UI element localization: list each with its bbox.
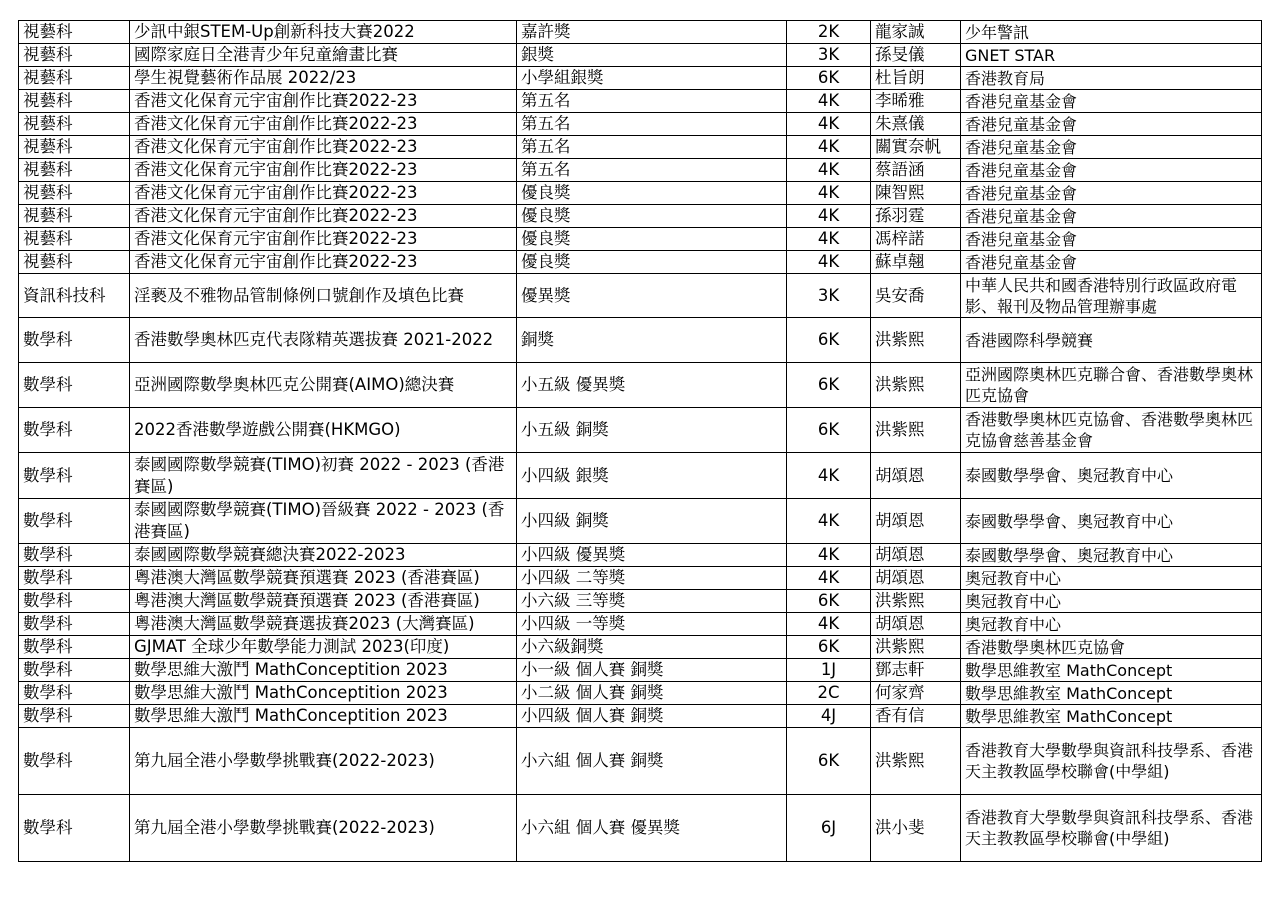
competition-cell: 粵港澳大灣區數學競賽預選賽 2023 (香港賽區) [130, 590, 517, 613]
competition-cell: 2022香港數學遊戲公開賽(HKMGO) [130, 408, 517, 453]
award-cell: 小一級 個人賽 銅獎 [517, 659, 787, 682]
award-cell: 小五級 銅獎 [517, 408, 787, 453]
subject-cell: 視藝科 [19, 205, 130, 228]
class-cell: 2C [787, 682, 871, 705]
competition-cell: 泰國國際數學競賽總決賽2022-2023 [130, 544, 517, 567]
table-row [19, 408, 1262, 453]
student-name-cell: 鄧志軒 [871, 659, 961, 682]
student-name-cell: 胡頌恩 [871, 544, 961, 567]
class-cell: 4K [787, 159, 871, 182]
award-cell: 小六級銅獎 [517, 636, 787, 659]
subject-cell: 視藝科 [19, 182, 130, 205]
table-row [19, 659, 1262, 682]
subject-cell: 數學科 [19, 453, 130, 499]
award-cell: 優良獎 [517, 228, 787, 251]
award-cell: 銅獎 [517, 318, 787, 363]
organizer-cell: 香港兒童基金會 [961, 205, 1262, 228]
competition-cell: 數學思維大激鬥 MathConceptition 2023 [130, 659, 517, 682]
award-cell: 小六組 個人賽 優異獎 [517, 795, 787, 862]
competition-cell: 亞洲國際數學奧林匹克公開賽(AIMO)總決賽 [130, 363, 517, 408]
award-cell: 銀獎 [517, 44, 787, 67]
competition-cell: 第九屆全港小學數學挑戰賽(2022-2023) [130, 728, 517, 795]
student-name-cell: 何家齊 [871, 682, 961, 705]
class-cell: 6K [787, 728, 871, 795]
award-cell: 小四級 銅獎 [517, 499, 787, 544]
student-name-cell: 杜旨朗 [871, 67, 961, 90]
subject-cell: 視藝科 [19, 21, 130, 44]
table-row [19, 274, 1262, 318]
subject-cell: 數學科 [19, 499, 130, 544]
organizer-cell: 少年警訊 [961, 21, 1262, 44]
student-name-cell: 洪紫熙 [871, 590, 961, 613]
student-name-cell: 洪小斐 [871, 795, 961, 862]
organizer-cell: 數學思維教室 MathConcept [961, 682, 1262, 705]
award-cell: 小六級 三等獎 [517, 590, 787, 613]
organizer-cell: 中華人民共和國香港特別行政區政府電影、報刊及物品管理辦事處 [961, 274, 1262, 318]
competition-cell: 香港文化保育元宇宙創作比賽2022-23 [130, 228, 517, 251]
competition-cell: GJMAT 全球少年數學能力測試 2023(印度) [130, 636, 517, 659]
table-row [19, 136, 1262, 159]
class-cell: 4K [787, 453, 871, 499]
student-name-cell: 洪紫熙 [871, 318, 961, 363]
award-cell: 小五級 優異獎 [517, 363, 787, 408]
class-cell: 6J [787, 795, 871, 862]
organizer-cell: 亞洲國際奧林匹克聯合會、香港數學奧林匹克協會 [961, 363, 1262, 408]
student-name-cell: 孫旻儀 [871, 44, 961, 67]
subject-cell: 數學科 [19, 318, 130, 363]
organizer-cell: 奧冠教育中心 [961, 613, 1262, 636]
competition-cell: 少訊中銀STEM-Up創新科技大賽2022 [130, 21, 517, 44]
subject-cell: 視藝科 [19, 136, 130, 159]
subject-cell: 視藝科 [19, 113, 130, 136]
organizer-cell: 數學思維教室 MathConcept [961, 705, 1262, 728]
student-name-cell: 香有信 [871, 705, 961, 728]
table-row [19, 728, 1262, 795]
class-cell: 6K [787, 590, 871, 613]
competition-cell: 香港文化保育元宇宙創作比賽2022-23 [130, 113, 517, 136]
class-cell: 4K [787, 544, 871, 567]
student-name-cell: 吳安喬 [871, 274, 961, 318]
award-cell: 小四級 優異獎 [517, 544, 787, 567]
student-name-cell: 陳智熙 [871, 182, 961, 205]
class-cell: 4K [787, 613, 871, 636]
student-name-cell: 李晞雅 [871, 90, 961, 113]
organizer-cell: 香港數學奧林匹克協會 [961, 636, 1262, 659]
organizer-cell: 香港兒童基金會 [961, 90, 1262, 113]
organizer-cell: 香港兒童基金會 [961, 228, 1262, 251]
subject-cell: 數學科 [19, 408, 130, 453]
organizer-cell: 奧冠教育中心 [961, 590, 1262, 613]
award-cell: 嘉許獎 [517, 21, 787, 44]
subject-cell: 數學科 [19, 682, 130, 705]
table-row [19, 453, 1262, 499]
class-cell: 4K [787, 90, 871, 113]
student-name-cell: 龍家誠 [871, 21, 961, 44]
table-row [19, 182, 1262, 205]
competition-cell: 數學思維大激鬥 MathConceptition 2023 [130, 682, 517, 705]
subject-cell: 數學科 [19, 728, 130, 795]
class-cell: 4K [787, 567, 871, 590]
table-row [19, 21, 1262, 44]
subject-cell: 數學科 [19, 636, 130, 659]
class-cell: 1J [787, 659, 871, 682]
table-row [19, 363, 1262, 408]
table-row [19, 567, 1262, 590]
organizer-cell: 香港教育大學數學與資訊科技學系、香港天主教教區學校聯會(中學組) [961, 728, 1262, 795]
table-row [19, 44, 1262, 67]
table-row [19, 590, 1262, 613]
table-row [19, 205, 1262, 228]
organizer-cell: 香港兒童基金會 [961, 136, 1262, 159]
subject-cell: 數學科 [19, 590, 130, 613]
class-cell: 6K [787, 636, 871, 659]
organizer-cell: 數學思維教室 MathConcept [961, 659, 1262, 682]
subject-cell: 視藝科 [19, 67, 130, 90]
student-name-cell: 胡頌恩 [871, 613, 961, 636]
student-name-cell: 胡頌恩 [871, 453, 961, 499]
organizer-cell: 香港國際科學競賽 [961, 318, 1262, 363]
class-cell: 6K [787, 408, 871, 453]
table-row [19, 159, 1262, 182]
subject-cell: 數學科 [19, 544, 130, 567]
table-row [19, 636, 1262, 659]
student-name-cell: 關實奈帆 [871, 136, 961, 159]
award-cell: 第五名 [517, 159, 787, 182]
competition-cell: 粵港澳大灣區數學競賽預選賽 2023 (香港賽區) [130, 567, 517, 590]
class-cell: 4K [787, 228, 871, 251]
competition-cell: 香港文化保育元宇宙創作比賽2022-23 [130, 136, 517, 159]
table-row [19, 544, 1262, 567]
class-cell: 4K [787, 182, 871, 205]
subject-cell: 數學科 [19, 705, 130, 728]
award-cell: 優良獎 [517, 205, 787, 228]
organizer-cell: 香港兒童基金會 [961, 182, 1262, 205]
organizer-cell: 泰國數學學會、奧冠教育中心 [961, 499, 1262, 544]
award-cell: 優良獎 [517, 182, 787, 205]
table-row [19, 318, 1262, 363]
class-cell: 3K [787, 44, 871, 67]
student-name-cell: 蔡語涵 [871, 159, 961, 182]
class-cell: 4K [787, 205, 871, 228]
class-cell: 4J [787, 705, 871, 728]
class-cell: 6K [787, 67, 871, 90]
subject-cell: 數學科 [19, 795, 130, 862]
organizer-cell: 香港兒童基金會 [961, 113, 1262, 136]
competition-cell: 學生視覺藝術作品展 2022/23 [130, 67, 517, 90]
organizer-cell: 香港兒童基金會 [961, 251, 1262, 274]
class-cell: 2K [787, 21, 871, 44]
table-row [19, 499, 1262, 544]
subject-cell: 數學科 [19, 567, 130, 590]
competition-cell: 數學思維大激鬥 MathConceptition 2023 [130, 705, 517, 728]
class-cell: 4K [787, 499, 871, 544]
organizer-cell: 香港教育局 [961, 67, 1262, 90]
award-cell: 小四級 個人賽 銅獎 [517, 705, 787, 728]
competition-cell: 淫褻及不雅物品管制條例口號創作及填色比賽 [130, 274, 517, 318]
competition-cell: 香港文化保育元宇宙創作比賽2022-23 [130, 90, 517, 113]
subject-cell: 數學科 [19, 659, 130, 682]
table-row [19, 682, 1262, 705]
student-name-cell: 孫羽霆 [871, 205, 961, 228]
competition-cell: 第九屆全港小學數學挑戰賽(2022-2023) [130, 795, 517, 862]
award-cell: 第五名 [517, 113, 787, 136]
award-cell: 小二級 個人賽 銅獎 [517, 682, 787, 705]
award-cell: 優良獎 [517, 251, 787, 274]
subject-cell: 數學科 [19, 363, 130, 408]
student-name-cell: 洪紫熙 [871, 408, 961, 453]
student-name-cell: 馮梓諾 [871, 228, 961, 251]
student-name-cell: 蘇卓翹 [871, 251, 961, 274]
organizer-cell: GNET STAR [961, 44, 1262, 67]
organizer-cell: 泰國數學學會、奧冠教育中心 [961, 544, 1262, 567]
award-cell: 小四級 銀獎 [517, 453, 787, 499]
subject-cell: 資訊科技科 [19, 274, 130, 318]
awards-table-body [19, 21, 1262, 862]
student-name-cell: 胡頌恩 [871, 567, 961, 590]
subject-cell: 數學科 [19, 613, 130, 636]
subject-cell: 視藝科 [19, 44, 130, 67]
class-cell: 6K [787, 363, 871, 408]
subject-cell: 視藝科 [19, 159, 130, 182]
competition-cell: 泰國國際數學競賽(TIMO)初賽 2022 - 2023 (香港賽區) [130, 453, 517, 499]
award-cell: 第五名 [517, 136, 787, 159]
organizer-cell: 香港教育大學數學與資訊科技學系、香港天主教教區學校聯會(中學組) [961, 795, 1262, 862]
awards-table [18, 20, 1262, 862]
table-row [19, 251, 1262, 274]
subject-cell: 視藝科 [19, 251, 130, 274]
table-row [19, 90, 1262, 113]
subject-cell: 視藝科 [19, 228, 130, 251]
award-cell: 小學組銀獎 [517, 67, 787, 90]
student-name-cell: 洪紫熙 [871, 363, 961, 408]
organizer-cell: 香港數學奧林匹克協會、香港數學奧林匹克協會慈善基金會 [961, 408, 1262, 453]
student-name-cell: 朱熹儀 [871, 113, 961, 136]
competition-cell: 國際家庭日全港青少年兒童繪畫比賽 [130, 44, 517, 67]
student-name-cell: 洪紫熙 [871, 636, 961, 659]
organizer-cell: 泰國數學學會、奧冠教育中心 [961, 453, 1262, 499]
competition-cell: 粵港澳大灣區數學競賽選拔賽2023 (大灣賽區) [130, 613, 517, 636]
table-row [19, 67, 1262, 90]
organizer-cell: 香港兒童基金會 [961, 159, 1262, 182]
competition-cell: 香港文化保育元宇宙創作比賽2022-23 [130, 251, 517, 274]
class-cell: 4K [787, 251, 871, 274]
table-row [19, 795, 1262, 862]
competition-cell: 泰國國際數學競賽(TIMO)晉級賽 2022 - 2023 (香港賽區) [130, 499, 517, 544]
class-cell: 4K [787, 113, 871, 136]
award-cell: 小六組 個人賽 銅獎 [517, 728, 787, 795]
table-row [19, 705, 1262, 728]
class-cell: 4K [787, 136, 871, 159]
table-row [19, 228, 1262, 251]
competition-cell: 香港文化保育元宇宙創作比賽2022-23 [130, 159, 517, 182]
award-cell: 小四級 一等獎 [517, 613, 787, 636]
subject-cell: 視藝科 [19, 90, 130, 113]
class-cell: 3K [787, 274, 871, 318]
competition-cell: 香港數學奧林匹克代表隊精英選拔賽 2021-2022 [130, 318, 517, 363]
class-cell: 6K [787, 318, 871, 363]
award-cell: 第五名 [517, 90, 787, 113]
table-row [19, 613, 1262, 636]
award-cell: 小四級 二等獎 [517, 567, 787, 590]
competition-cell: 香港文化保育元宇宙創作比賽2022-23 [130, 205, 517, 228]
student-name-cell: 洪紫熙 [871, 728, 961, 795]
organizer-cell: 奧冠教育中心 [961, 567, 1262, 590]
competition-cell: 香港文化保育元宇宙創作比賽2022-23 [130, 182, 517, 205]
table-row [19, 113, 1262, 136]
award-cell: 優異獎 [517, 274, 787, 318]
student-name-cell: 胡頌恩 [871, 499, 961, 544]
